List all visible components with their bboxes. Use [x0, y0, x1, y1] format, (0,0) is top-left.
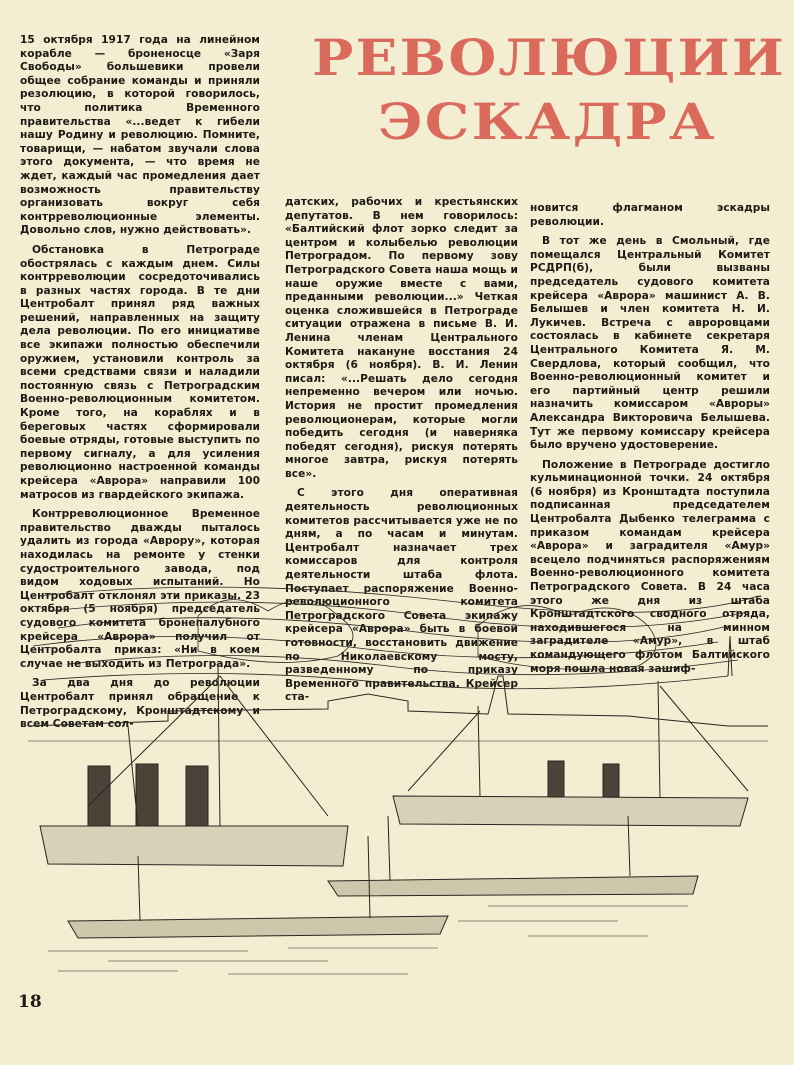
- paragraph: 15 октября 1917 года на линейном корабле — броненосце «Заря Свободы» большевики провели общее собрание команды и приняли резолюцию, в которой говорилось, что политика Временного правительства «...ведет к гибели нашу Родину и революцию. Помните, товарищи, — набатом звучали слова этого документа, — что время не ждет, каждый час промедления дает возможность правительству организовать вокруг себя контрреволюционные элементы. Довольно слов, нужно действовать».: [20, 34, 260, 237]
- paragraph: За два дня до революции Центробалт принял обращение к Петроградскому, Кронштадтскому и всем Советам сол-: [20, 677, 260, 731]
- destroyer-middle: [328, 816, 698, 896]
- paragraph: С этого дня оперативная деятельность революционных комитетов рассчитывается уже не по дням, а по часам и минутам. Центробалт назначает трех комиссаров для контроля деятельности штаба флота. Поступает распоряжение Военно-революционного комитета Петроградского Совета экипажу крейсера «Аврора» быть в боевой готовности, восстановить движение по Николаевскому мосту, разведенному по приказу Временного правительства. Крейсер ста-: [285, 487, 518, 704]
- warships-illustration: [28, 576, 768, 996]
- paragraph: Контрреволюционное Временное правительство дважды пыталось удалить из города «Аврору», которая находилась на ремонте у стенки судостроительного завода, под видом ходовых испытаний. Но Центробалт отклонял эти приказы. 23 октября (5 ноября) председатель судового комитета бронепалубного крейсера «Аврора» получил от Центробалта приказ: «Ни в коем случае не выходить из Петрограда».: [20, 508, 260, 670]
- headline-line-1: РЕВОЛЮЦИИ: [312, 28, 786, 87]
- paragraph: В тот же день в Смольный, где помещался Центральный Комитет РСДРП(б), были вызваны председатель судового комитета крейсера «Аврора» машинист А. В. Белышев и член комитета Н. И. Лукичев. Встреча с авроровцами состоялась в кабинете секретаря Центрального Комитета Я. М. Свердлова, который сообщил, что Военно-революционный комитет и его партийный центр решили назначить комиссаром «Авроры» Александра Викторовича Белышева. Тут же первому комиссару крейсера было вручено удостоверение.: [530, 235, 770, 452]
- cruiser-aurora: [40, 666, 348, 866]
- paragraph: Обстановка в Петрограде обострялась с каждым днем. Силы контрреволюции сосредоточивались в разных частях города. В те дни Центробалт принял ряд важных решений, направленных на защиту дела революции. По его инициативе все экипажи полностью обеспечили оружием, установили контроль за всеми средствами связи и наладили постоянную связь с Петроградским Военно-революционным комитетом. Кроме того, на кораблях и в береговых частях сформировали боевые отряды, готовые выступить по первому сигналу, а для усиления революционно настроенной команды крейсера «Аврора» направили 100 матросов из гвардейского экипажа.: [20, 243, 260, 501]
- paragraph: Положение в Петрограде достигло кульминационной точки. 24 октября (6 ноября) из Кронштадта поступила подписанная председателем Центробалта Дыбенко телеграмма с приказом командам крейсера «Аврора» и заградителя «Амур» всецело подчиняться распоряжениям Военно-революционного комитета Петроградского Совета. В 24 часа этого же дня из штаба Кронштадтского сводного отряда, находившегося на минном заградителе «Амур», в штаб командующего флотом Балтийского моря пошла новая зашиф-: [530, 458, 770, 675]
- headline-line-2: ЭСКАДРА: [378, 92, 717, 151]
- battleship-right: [393, 681, 748, 826]
- water-hatching: [48, 906, 688, 974]
- paragraph: датских, рабочих и крестьянских депутатов. В нем говорилось: «Балтийский флот зорко следит за центром и колыбелью революции Петроградом. По первому зову Петроградского Совета наша мощь и наше оружие вместе с вами, преданными революции...» Четкая оценка сложившейся в Петрограде ситуации отражена в письме В. И. Ленина членам Центрального Комитета накануне восстания 24 октября (6 ноября). В. И. Ленин писал: «...Решать дело сегодня непременно вечером или ночью. История не простит промедления революционерам, которые могли победить сегодня (и наверняка победят сегодня), рискуя потерять многое завтра, рискуя потерять все».: [285, 196, 518, 480]
- city-skyline: [28, 636, 768, 741]
- paragraph: новится флагманом эскадры революции.: [530, 202, 770, 228]
- sky-hatching: [33, 587, 758, 689]
- page-number: 18: [18, 992, 42, 1012]
